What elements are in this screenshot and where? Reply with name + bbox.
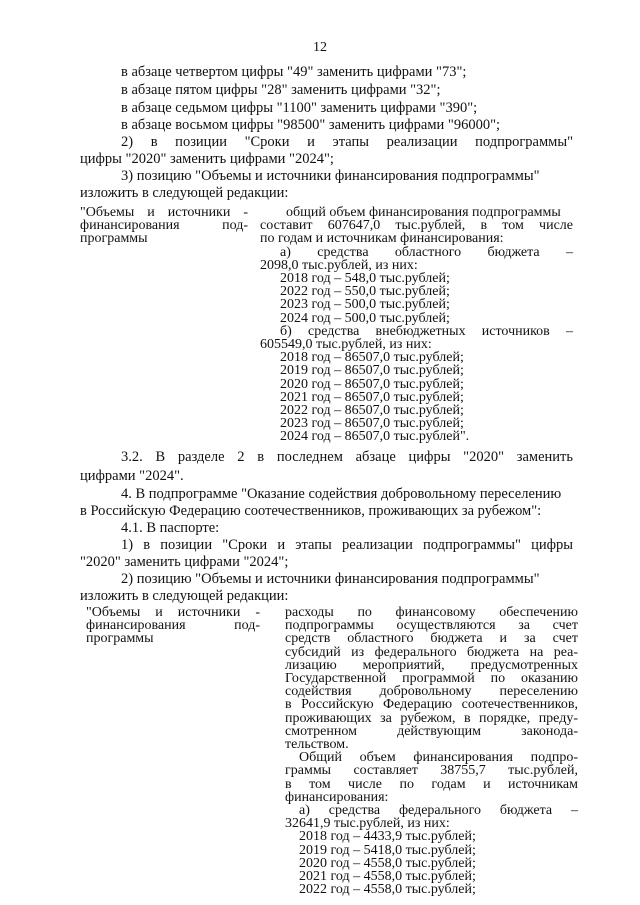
paragraph-line: изложить в следующей редакции: [80, 588, 289, 604]
table2-line: граммы составляет 38755,7 тыс.рублей, [285, 763, 578, 779]
table2-line: Общий объем финансирования подпро- [299, 750, 578, 766]
table1-line: по годам и источникам финансирования: [260, 231, 504, 247]
table2-line: проживающих за рубежом, в порядке, преду- [285, 710, 578, 726]
table2-line: Государственной программой по оказанию [285, 671, 578, 687]
table1-line: 2018 год – 548,0 тыс.рублей; [280, 271, 450, 287]
paragraph-line: 3) позицию "Объемы и источники финансирования подпрограммы" [121, 168, 540, 184]
table1-left-line: программы [80, 231, 148, 247]
table1-line: б) средства внебюджетных источников – [280, 323, 573, 339]
table2-line: финансирования: [285, 789, 389, 805]
table1-line: а) средства областного бюджета – [280, 244, 573, 260]
table1-line: общий объем финансирования подпрограммы [286, 205, 561, 220]
table2-line: лизацию мероприятий, предусмотренных [285, 657, 578, 673]
table2-line: подпрограммы осуществляются за счет [285, 618, 578, 634]
top-line: в абзаце седьмом цифры "1100" заменить цифрами "390"; [121, 100, 478, 116]
table2-left-cell [86, 606, 260, 646]
table2-right-cell [285, 606, 578, 896]
paragraph-line: 3.2. В разделе 2 в последнем абзаце цифры "2020" заменить [121, 449, 573, 465]
table1-line: 2020 год – 86507,0 тыс.рублей; [280, 376, 464, 392]
table1-line: 2024 год – 500,0 тыс.рублей; [280, 310, 450, 326]
table2-line: в Российскую Федерацию соотечественников, [285, 697, 578, 713]
table2-line: смотренном действующим законода- [285, 723, 578, 739]
table1-line: 2019 год – 86507,0 тыс.рублей; [280, 363, 464, 379]
table1-line: 2022 год – 550,0 тыс.рублей; [280, 284, 450, 300]
table2-line: 2020 год – 4558,0 тыс.рублей; [299, 855, 476, 871]
table2-line: 2021 год – 4558,0 тыс.рублей; [299, 869, 476, 885]
table1-line: 2018 год – 86507,0 тыс.рублей; [280, 350, 464, 366]
table1-left-line: "Объемы и источники - [80, 205, 248, 220]
paragraph-line: цифрами "2024". [80, 468, 184, 484]
paragraph-line: в Российскую Федерацию соотечественников, проживающих за рубежом": [80, 503, 542, 519]
table1-left-line: финансирования под- [80, 218, 248, 234]
table1-line: 2021 год – 86507,0 тыс.рублей; [280, 389, 464, 405]
table1-line: 2098,0 тыс.рублей, из них: [260, 257, 418, 273]
table2-line: в том числе по годам и источникам [285, 776, 578, 792]
page-number: 12 [313, 40, 327, 55]
top-line: в абзаце восьмом цифры "98500" заменить цифрами "96000"; [121, 117, 501, 133]
table2-line: 32641,9 тыс.рублей, из них: [285, 816, 450, 832]
paragraph-line: 4. В подпрограмме "Оказание содействия добровольному переселению [121, 486, 562, 502]
table1-line: 605549,0 тыс.рублей, из них: [260, 337, 432, 353]
table2-line: 2022 год – 4558,0 тыс.рублей; [299, 882, 476, 898]
table1-left-cell [80, 206, 248, 246]
paragraph-line: изложить в следующей редакции: [80, 185, 289, 201]
paragraph-line: 2) в позиции "Сроки и этапы реализации подпрограммы" [121, 134, 573, 150]
paragraph-line: цифры "2020" заменить цифрами "2024"; [80, 151, 334, 167]
table2-left-line: финансирования под- [86, 618, 260, 634]
top-line: в абзаце пятом цифры "28" заменить цифрами "32"; [121, 82, 441, 98]
table1-line: 2022 год – 86507,0 тыс.рублей; [280, 403, 464, 419]
table1-line: 2023 год – 500,0 тыс.рублей; [280, 297, 450, 313]
table2-left-line: программы [86, 631, 154, 647]
table2-line: субсидий из федерального бюджета на реа- [285, 644, 578, 660]
table1-line: 2023 год – 86507,0 тыс.рублей; [280, 416, 464, 432]
table2-line: расходы по финансовому обеспечению [285, 605, 578, 620]
table2-line: 2019 год – 5418,0 тыс.рублей; [299, 842, 476, 858]
table2-line: 2018 год – 4433,9 тыс.рублей; [299, 829, 476, 845]
paragraph-line: 2) позицию "Объемы и источники финансирования подпрограммы" [121, 571, 540, 587]
table2-line: тельством. [285, 737, 349, 753]
table2-line: содействия добровольному переселению [285, 684, 578, 700]
table2-left-line: "Объемы и источники - [86, 605, 260, 620]
table2-line: а) средства федерального бюджета – [299, 803, 578, 819]
table2-line: средств областного бюджета и за счет [285, 631, 578, 647]
table1-right-cell [260, 206, 573, 444]
paragraph-line: 4.1. В паспорте: [121, 520, 220, 536]
table1-line: 2024 год – 86507,0 тыс.рублей". [280, 429, 470, 445]
paragraph-line: 1) в позиции "Сроки и этапы реализации подпрограммы" цифры [121, 537, 573, 553]
paragraph-line: "2020" заменить цифрами "2024"; [80, 554, 289, 570]
top-line: в абзаце четвертом цифры "49" заменить цифрами "73"; [121, 64, 467, 80]
table1-line: составит 607647,0 тыс.рублей, в том числе [260, 218, 573, 234]
